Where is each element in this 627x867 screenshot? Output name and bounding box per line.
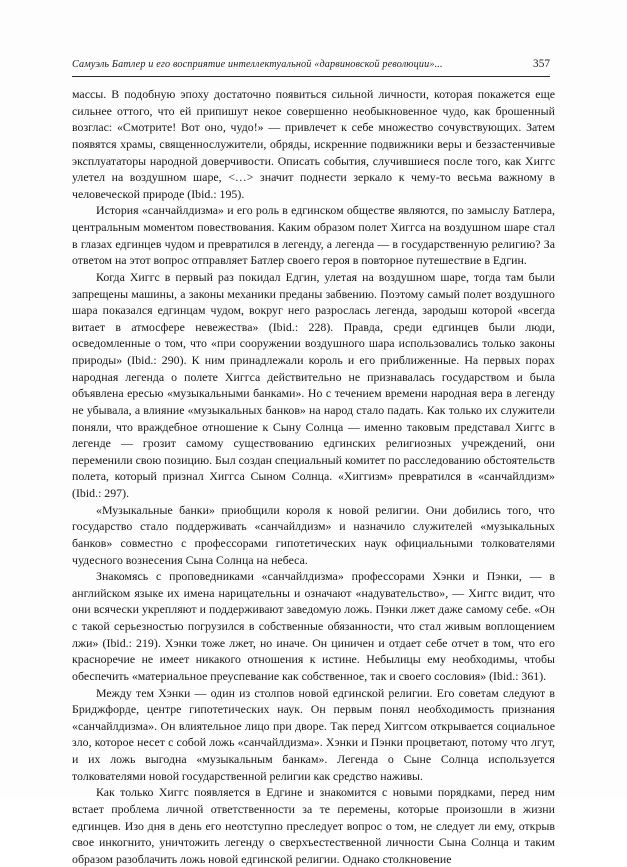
running-head (72, 58, 550, 70)
paragraph: массы. В подобную эпоху достаточно появиться сильной личности, которая покажется еще сильнее оттого, что ей припишут некое совершенно необыкновенное чудо, как брошенный возглас: «Смотрите! Вот оно, чудо!» — привлечет к себе множество сочувствующих. Затем появятся храмы, священнослужители, обряды, искренние подвижники веры и беззастенчивые эксплуататоры народной доверчивости. Описать события, случившиеся после того, как Хиггс улетел на воздушном шаре, <…> значит поднести зеркало к чему-то весьма важному в человеческой природе (Ibid.: 195). (72, 87, 555, 201)
header-rule (72, 76, 550, 77)
paragraph: Знакомясь с проповедниками «санчайлдизма» профессорами Хэнки и Пэнки, — в английском языке их имена нарицательны и означают «надувательство», — Хиггс видит, что они всячески укрепляют и поддерживают заведомую ложь. Пэнки лжет даже самому себе. «Он с такой серьезностью погрузился в собственные обязанности, что стал живым воплощением лжи» (Ibid.: 219). Хэнки тоже лжет, но иначе. Он циничен и отдает себе отчет в том, что его красноречие не имеет никакого отношения к истине. Небылицы ему необходимы, чтобы обеспечить «материальное преуспевание как собственное, так и своего сословия» (Ibid.: 361). (72, 569, 555, 683)
page-number: 357 (533, 58, 550, 70)
body-text-block (72, 86, 555, 867)
paragraph: Как только Хиггс появляется в Едгине и знакомится с новыми порядками, перед ним встает проблема личной ответственности за те перемены, которые произошли в жизни едгинцев. Изо дня в день его неотступно преследует вопрос о том, не следует ли ему, открыв свое инкогнито, уничтожить легенду о сверхъестественной личности Сына Солнца и таким образом разоблачить ложь новой едгинской религии. Однако столкновение (72, 785, 555, 866)
running-head-title: Самуэль Батлер и его восприятие интеллектуальной «дарвиновской революции»... (72, 59, 443, 70)
paragraph: Когда Хиггс в первый раз покидал Едгин, улетая на воздушном шаре, тогда там были запрещены машины, а законы механики преданы забвению. Поэтому самый полет воздушного шара показался едгинцам чудом, вокруг него разрослась легенда, зародыш которой «всегда витает в атмосфере невежества» (Ibid.: 228). Правда, среди едгинцев были люди, осведомленные о том, что «при сооружении воздушного шара использовались только законы природы» (Ibid.: 290). К ним принадлежали король и его приближенные. На первых порах народная легенда о полете Хиггса действительно не признавалась государством и была объявлена ересью «музыкальными банками». Но с течением времени народная вера в легенду не убывала, а влияние «музыкальных банков» на народ стало падать. Как только их служители поняли, что враждебное отношение к Сыну Солнца — именно таковым представал Хиггс в легенде — грозит самому существованию едгинских религиозных учреждений, они переменили свою позицию. Был создан специальный комитет по расследованию обстоятельств полета, который признал Хиггса Сыном Солнца. «Хиггизм» превратился в «санчайлдизм» (Ibid.: 297). (72, 269, 555, 500)
paragraph: Между тем Хэнки — один из столпов новой едгинской религии. Его советам следуют в Бриджфорде, центре гипотетических наук. Он первым понял необходимость признания «санчайлдизма». Он влиятельное лицо при дворе. Так перед Хиггсом открывается социальное зло, которое несет с собой ложь «санчайлдизма». Хэнки и Пэнки процветают, потому что лгут, и их ложь выгодна «музыкальным банкам». Легенда о Сыне Солнца используется толкователями новой государственной религии как средство наживы. (72, 685, 555, 783)
paragraph: «Музыкальные банки» приобщили короля к новой религии. Они добились того, что государство стало поддерживать «санчайлдизм» и назначило служителей «музыкальных банков» совместно с профессорами гипотетических наук официальными толкователями чудесного вознесения Сына Солнца на небеса. (72, 502, 555, 567)
paragraph: История «санчайлдизма» и его роль в едгинском обществе являются, по замыслу Батлера, центральным моментом повествования. Каким образом полет Хиггса на воздушном шаре стал в глазах едгинцев чудом и превратился в легенду, а легенда — в государственную религию? За ответом на этот вопрос отправляет Батлер своего героя в повторное путешествие в Едгин. (72, 203, 555, 268)
